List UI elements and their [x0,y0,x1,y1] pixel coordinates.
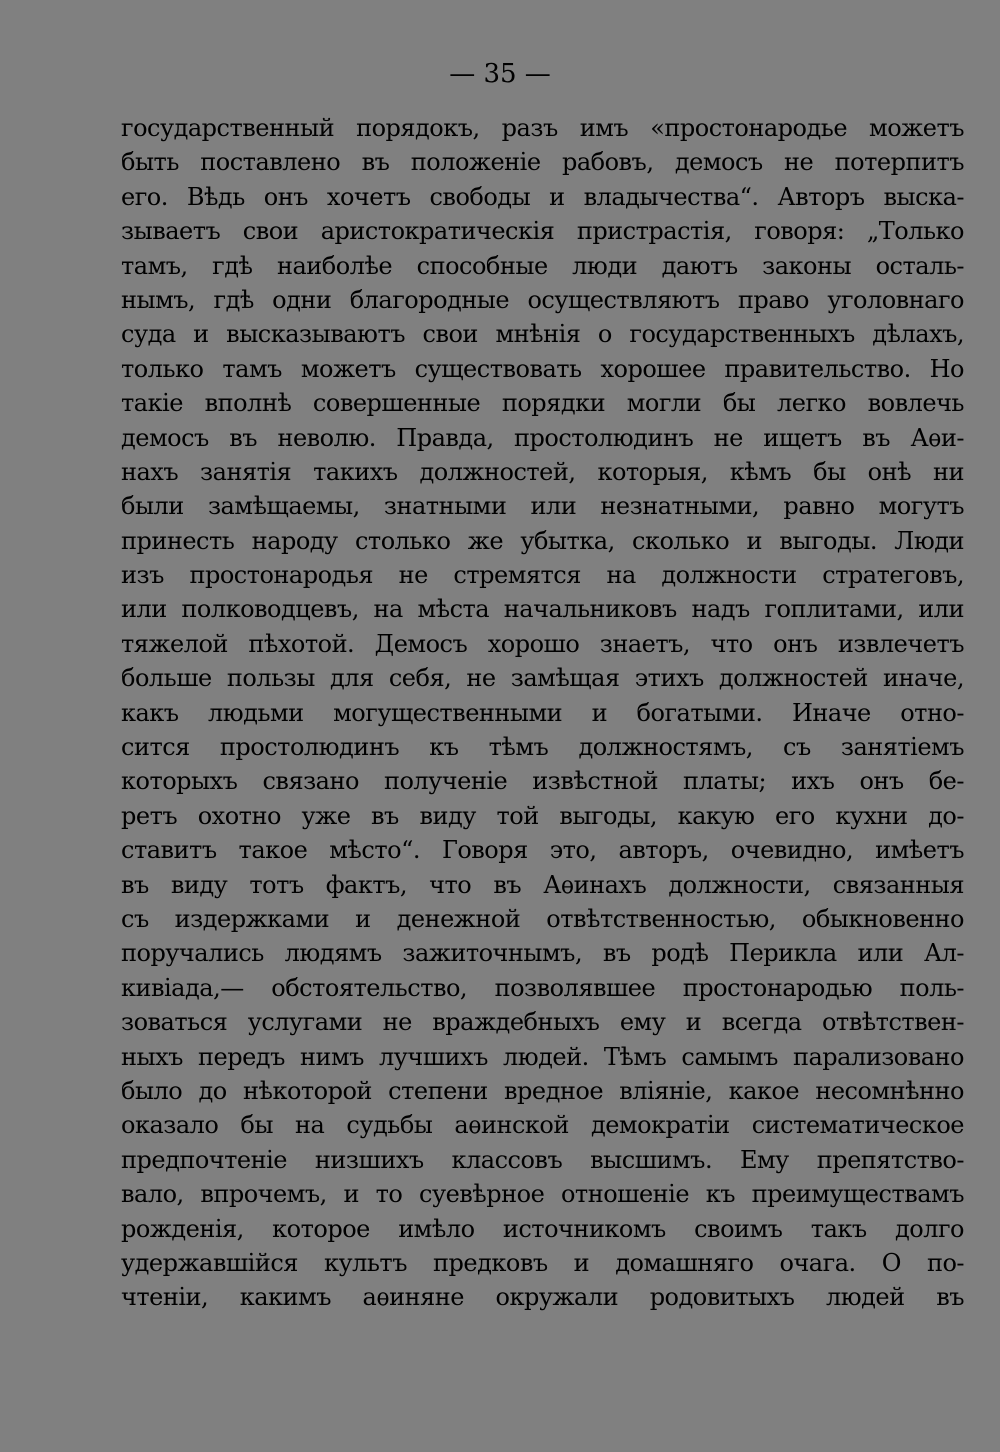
text-line: или полководцевъ, на мѣста начальниковъ надъ гоплитами, или [121,595,964,624]
page-number: — 35 — [449,59,551,89]
text-line: быть поставлено въ положеніе рабовъ, демосъ не потерпитъ [121,148,964,177]
text-line: его. Вѣдь онъ хочетъ свободы и владычества“. Авторъ выска- [121,182,964,211]
text-line: зоваться услугами не враждебныхъ ему и всегда отвѣтствен- [121,1008,964,1037]
text-line: предпочтеніе низшихъ классовъ высшимъ. Ему препятство- [121,1145,964,1174]
text-line: были замѣщаемы, знатными или незнатными, равно могутъ [121,492,964,521]
text-line: тяжелой пѣхотой. Демосъ хорошо знаетъ, что онъ извлечетъ [121,629,964,658]
text-line: ретъ охотно уже въ виду той выгоды, какую его кухни до- [121,801,964,830]
text-line: государственный порядокъ, разъ имъ «простонародье можетъ [121,114,964,142]
text-line: зываетъ свои аристократическія пристрастія, говоря: „Только [121,217,964,246]
text-line: изъ простонародья не стремятся на должности стратеговъ, [121,561,964,590]
text-line: демосъ въ неволю. Правда, простолюдинъ не ищетъ въ Аѳи- [121,423,964,452]
text-line: было до нѣкоторой степени вредное вліяніе, какое несомнѣнно [121,1076,964,1105]
text-line: такіе вполнѣ совершенные порядки могли бы легко вовлечь [121,389,964,418]
body-text [121,111,964,1315]
text-line: рожденія, которое имѣло источникомъ своимъ такъ долго [121,1214,964,1243]
text-line: суда и высказываютъ свои мнѣнія о государственныхъ дѣлахъ, [121,320,964,349]
text-line: оказало бы на судьбы аѳинской демократіи систематическое [121,1111,964,1140]
text-line: нахъ занятія такихъ должностей, которыя, кѣмъ бы онѣ ни [121,457,964,486]
text-line: только тамъ можетъ существовать хорошее правительство. Но [121,354,964,383]
text-line: ныхъ передъ нимъ лучшихъ людей. Тѣмъ самымъ парализовано [121,1042,964,1071]
text-line: тамъ, гдѣ наиболѣе способные люди даютъ законы осталь- [121,251,964,280]
text-line: поручались людямъ зажиточнымъ, въ родѣ Перикла или Ал- [121,939,964,968]
text-line: нымъ, гдѣ одни благородные осуществляютъ право уголовнаго [121,285,964,314]
text-line: вало, впрочемъ, и то суевѣрное отношеніе къ преимуществамъ [121,1180,964,1209]
text-line: принесть народу столько же убытка, сколько и выгоды. Люди [121,526,964,555]
text-line: чтеніи, какимъ аѳиняне окружали родовитыхъ людей въ [121,1283,964,1312]
text-line: ставитъ такое мѣсто“. Говоря это, авторъ, очевидно, имѣетъ [121,836,964,865]
text-line: кивіада,— обстоятельство, позволявшее простонародью поль- [121,973,964,1002]
text-line: больше пользы для себя, не замѣщая этихъ должностей иначе, [121,664,964,693]
text-line: въ виду тотъ фактъ, что въ Аѳинахъ должности, связанныя [121,870,964,899]
text-line: какъ людьми могущественными и богатыми. Иначе отно- [121,698,964,727]
text-line: удержавшійся культъ предковъ и домашняго очага. О по- [121,1248,964,1277]
text-line: которыхъ связано полученіе извѣстной платы; ихъ онъ бе- [121,767,964,796]
text-line: сится простолюдинъ къ тѣмъ должностямъ, съ занятіемъ [121,733,964,762]
text-line: съ издержками и денежной отвѣтственностью, обыкновенно [121,904,964,933]
